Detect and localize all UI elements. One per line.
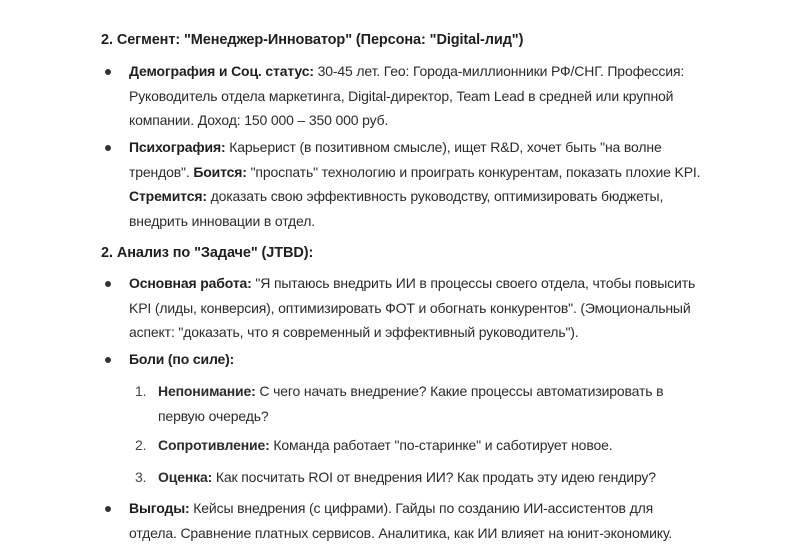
- demography-text: [129, 59, 704, 133]
- pain-number: 1.: [135, 383, 147, 399]
- bullet-icon: [105, 357, 111, 363]
- psychography-value: Карьерист (в позитивном смысле), ищет R&D, хочет быть "на волне трендов".: [129, 139, 662, 180]
- demography-label: Демография и Соц. статус:: [129, 63, 314, 79]
- jtbd-heading: 2. Анализ по "Задаче" (JTBD):: [101, 245, 314, 261]
- pain-number: 3.: [135, 469, 147, 485]
- pains-label: Боли (по силе):: [129, 351, 235, 367]
- main-job-text: [129, 271, 704, 345]
- psychography-text: [129, 135, 704, 233]
- bullet-icon: [105, 506, 111, 512]
- aspires-label: Стремится:: [129, 188, 207, 204]
- fears-value: "проспать" технологию и проиграть конкурентам, показать плохие KPI.: [246, 163, 701, 180]
- pain-text: [158, 379, 698, 428]
- pain-value: Как посчитать ROI от внедрения ИИ? Как продать эту идею гендиру?: [212, 469, 656, 485]
- bullet-icon: [105, 145, 111, 151]
- fears-label: Боится:: [193, 163, 247, 180]
- main-job-label: Основная работа:: [129, 275, 252, 291]
- pain-value: Команда работает "по-старинке" и саботирует новое.: [269, 437, 613, 453]
- pain-label: Сопротивление:: [158, 437, 270, 453]
- bullet-icon: [105, 69, 111, 75]
- aspires-value: доказать свою эффективность руководству, оптимизировать бюджеты, внедрить инновации в отдел.: [129, 188, 664, 229]
- demography-value: 30-45 лет. Гео: Города-миллионники РФ/СНГ. Профессия: Руководитель отдела маркетинга, Digital-директор, Team Lead в средней или крупной компании. Доход: 150 000 – 350 000 руб.: [129, 63, 685, 128]
- bullet-icon: [105, 281, 111, 287]
- pains-text: [129, 347, 704, 372]
- pain-label: Оценка:: [158, 469, 213, 485]
- pain-label: Непонимание:: [158, 383, 256, 399]
- segment-heading: 2. Сегмент: "Менеджер-Инноватор" (Персона: "Digital-лид"): [101, 32, 524, 48]
- gains-text: [129, 496, 704, 545]
- main-job-value: "Я пытаюсь внедрить ИИ в процессы своего отдела, чтобы повысить KPI (лиды, конверсия), оптимизировать ФОТ и обогнать конкурентов". (Эмоциональный аспект: "доказать, что я современный и эффективный руководитель").: [129, 275, 696, 340]
- pain-value: С чего начать внедрение? Какие процессы автоматизировать в первую очередь?: [158, 383, 664, 424]
- pain-text: [158, 465, 698, 490]
- pain-text: [158, 433, 698, 458]
- psychography-label: Психография:: [129, 139, 226, 155]
- pain-number: 2.: [135, 437, 147, 453]
- gains-label: Выгоды:: [129, 500, 190, 516]
- gains-value: Кейсы внедрения (с цифрами). Гайды по созданию ИИ-ассистентов для отдела. Сравнение платных сервисов. Аналитика, как ИИ влияет на юнит-экономику.: [129, 500, 673, 541]
